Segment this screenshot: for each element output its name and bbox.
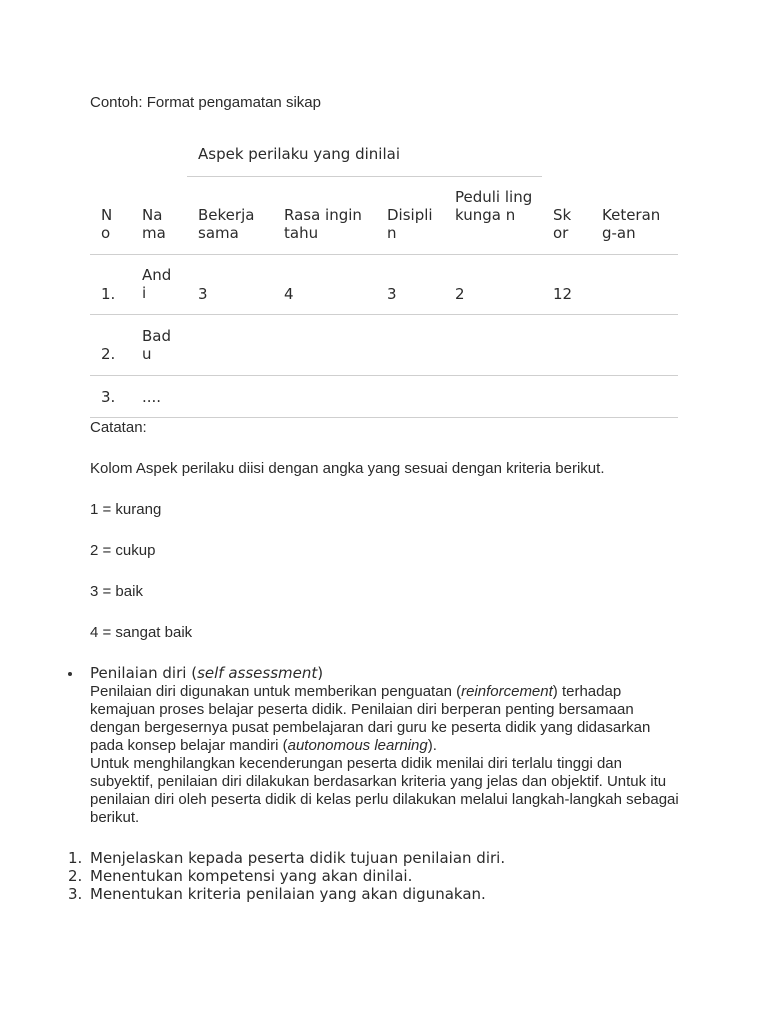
- p1-text-b: ) terhadap kemajuan proses belajar peserta didik. Penilaian diri berperan penting bersamaan dengan bergesernya pusat pembelajaran dari guru ke peserta didik yang didasarkan pada konsep belajar mandiri (: [90, 683, 651, 754]
- p1-emphasis-autonomous: autonomous learning: [287, 737, 428, 754]
- scale-item: 2 = cukup: [90, 542, 156, 559]
- cell-no: 1.: [101, 285, 116, 303]
- header-no: N o: [101, 206, 113, 242]
- intro-text: Contoh: Format pengamatan sikap: [90, 94, 321, 111]
- p1-text-a: Penilaian diri digunakan untuk memberikan penguatan (: [90, 683, 462, 700]
- step-number: 1.: [68, 849, 83, 867]
- bullet-title: [90, 664, 323, 682]
- header-skor: Sk or: [553, 206, 572, 242]
- p1-text-c: ).: [427, 737, 437, 754]
- scale-item: 1 = kurang: [90, 501, 162, 518]
- bullet-paragraph-1: [90, 683, 680, 755]
- notes-description: Kolom Aspek perilaku diisi dengan angka yang sesuai dengan kriteria berikut.: [90, 460, 605, 477]
- bullet-title-suffix: ): [317, 664, 324, 682]
- bullet-dot-icon: [68, 672, 72, 676]
- cell-peduli: 2: [455, 285, 465, 303]
- step-number: 2.: [68, 867, 83, 885]
- p1-emphasis-reinforcement: reinforcement: [461, 683, 553, 700]
- step-number: 3.: [68, 885, 83, 903]
- step-text: Menentukan kriteria penilaian yang akan digunakan.: [90, 885, 486, 903]
- table-group-header: Aspek perilaku yang dinilai: [198, 145, 400, 163]
- header-peduli-lingkungan: Peduli lingkunga n: [455, 188, 533, 224]
- cell-no: 3.: [101, 388, 116, 406]
- table-bottom-border: [90, 417, 678, 418]
- row-divider: [90, 375, 678, 376]
- cell-nama: Bad u: [142, 327, 172, 363]
- header-nama: Na ma: [142, 206, 166, 242]
- bullet-title-text: Penilaian diri (: [90, 664, 198, 682]
- header-disiplin: Disipli n: [387, 206, 433, 242]
- header-keterangan: Keteran g-an: [602, 206, 661, 242]
- row-divider: [90, 254, 678, 255]
- cell-nama: ....: [142, 388, 162, 406]
- cell-rasa: 4: [284, 285, 294, 303]
- cell-skor: 12: [553, 285, 573, 303]
- step-text: Menjelaskan kepada peserta didik tujuan penilaian diri.: [90, 849, 506, 867]
- scale-item: 4 = sangat baik: [90, 624, 193, 641]
- cell-nama: And i: [142, 266, 172, 302]
- step-text: Menentukan kompetensi yang akan dinilai.: [90, 867, 413, 885]
- row-divider: [90, 314, 678, 315]
- cell-no: 2.: [101, 345, 116, 363]
- scale-item: 3 = baik: [90, 583, 143, 600]
- header-bekerja-sama: Bekerja sama: [198, 206, 255, 242]
- cell-disiplin: 3: [387, 285, 397, 303]
- bullet-title-emphasis: self assessment: [197, 664, 318, 682]
- bullet-paragraph-2: Untuk menghilangkan kecenderungan peserta didik menilai diri terlalu tinggi dan subyektif, penilaian diri dilakukan berdasarkan kriteria yang jelas dan objektif. Untuk itu penilaian diri oleh peserta didik di kelas perlu dilakukan melalui langkah-langkah sebagai berikut.: [90, 755, 679, 826]
- cell-bekerja: 3: [198, 285, 208, 303]
- header-rasa-ingin-tahu: Rasa ingin tahu: [284, 206, 362, 242]
- group-header-divider: [187, 176, 542, 177]
- notes-title: Catatan:: [90, 419, 147, 436]
